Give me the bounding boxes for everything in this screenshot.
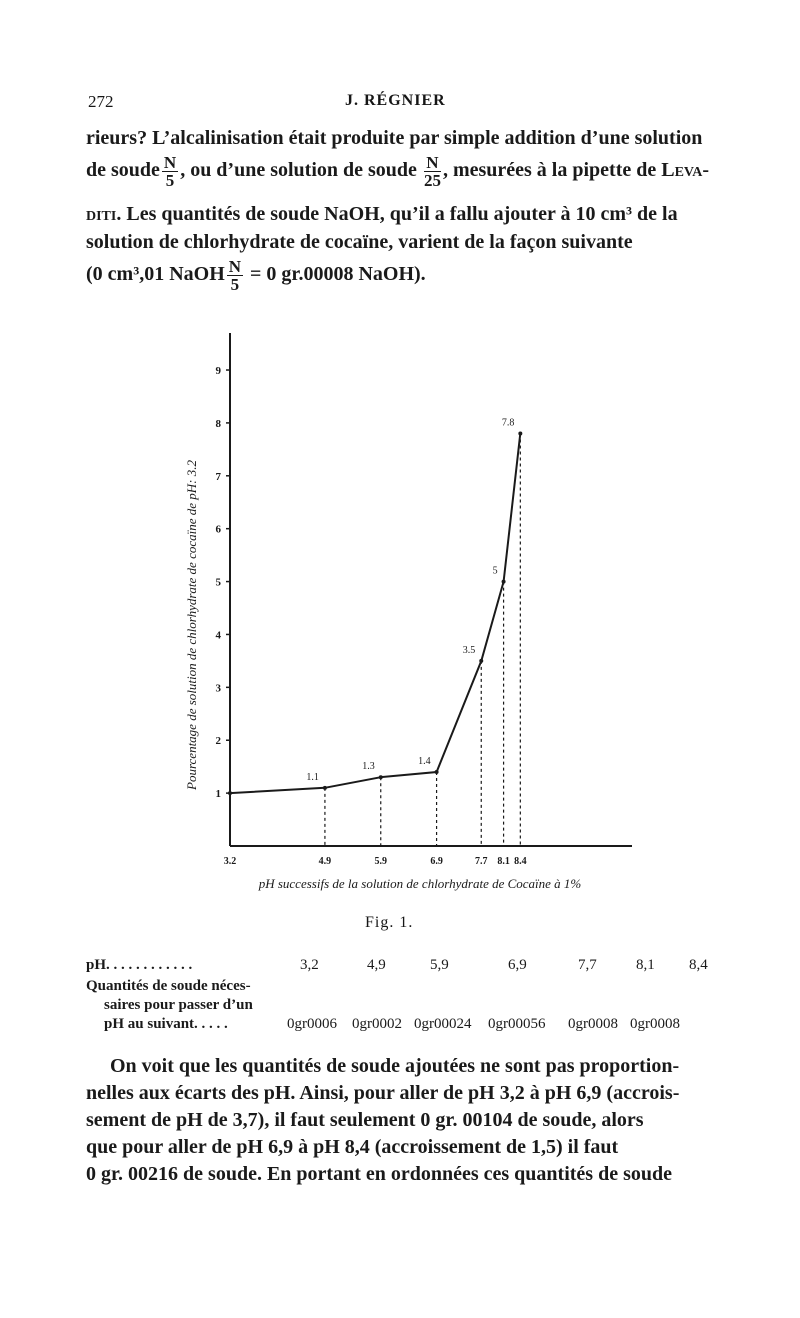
fraction-numerator: N [424, 154, 441, 172]
table-cell-ph: 4,9 [367, 957, 386, 973]
y-tick-label: 6 [215, 523, 221, 536]
x-tick-label: 7.7 [475, 856, 488, 867]
point-label: 7.8 [501, 417, 515, 429]
fraction-numerator: N [228, 257, 242, 276]
x-tick-labels [224, 856, 527, 867]
data-point [435, 770, 439, 774]
x-tick-label: 8.4 [514, 856, 527, 867]
text-span: . Les quantités de soude NaOH, qu’il a fallu ajouter à 10 cm³ de la [116, 203, 678, 225]
y-tick-label: 2 [215, 735, 221, 748]
data-point [479, 659, 483, 663]
data-point [518, 431, 522, 435]
table-cell-ph: 8,1 [636, 957, 655, 973]
paragraph-line [86, 200, 678, 228]
table-cell-ph: 7,7 [578, 957, 597, 973]
x-tick-label: 5.9 [374, 856, 387, 867]
y-tick-labels [216, 365, 231, 800]
x-tick-label: 4.9 [318, 856, 332, 867]
point-label: 3.5 [462, 644, 476, 656]
paragraph-line [86, 154, 709, 189]
table-cell-ph: 3,2 [300, 957, 319, 973]
y-tick-label: 4 [215, 629, 221, 642]
y-tick-label: 1 [215, 788, 221, 801]
y-tick-label: 5 [215, 576, 221, 589]
table-cell-ph: 8,4 [689, 957, 708, 973]
table-cell-quantity: 0gr0002 [352, 1016, 402, 1032]
table-row-label-ph: pH. . . . . . . . . . . . [86, 957, 193, 973]
fraction-numerator: N [163, 153, 177, 172]
point-label: 1.1 [306, 771, 319, 783]
dashed-drop-lines [325, 433, 520, 846]
x-axis-label: pH successifs de la solution de chlorhydrate de Cocaïne à 1% [258, 876, 582, 891]
data-point [379, 775, 383, 779]
y-tick-label: 3 [215, 682, 221, 695]
author-name-smallcaps: diti [86, 203, 117, 225]
chart-series [228, 431, 522, 795]
fraction-n-over-5 [162, 154, 178, 189]
running-header-author: J. RÉGNIER [345, 92, 446, 109]
text-span: , mesurées à la pipette de [442, 159, 657, 182]
table-cell-quantity: 0gr0006 [287, 1016, 337, 1032]
fraction-n-over-5 [227, 258, 243, 293]
fraction-n-over-25 [424, 154, 441, 189]
y-tick-label: 9 [215, 365, 221, 378]
table-cell-ph: 5,9 [430, 957, 449, 973]
fraction-denominator: 5 [165, 171, 175, 190]
text-span: , ou d’une solution de soude [180, 159, 417, 182]
paragraph-line: nelles aux écarts des pH. Ainsi, pour aller de pH 3,2 à pH 6,9 (accrois- [86, 1082, 680, 1104]
paragraph-line [86, 258, 426, 293]
chart-axes [230, 333, 632, 846]
paragraph-line: 0 gr. 00216 de soude. En portant en ordonnées ces quantités de soude [86, 1163, 672, 1185]
fraction-denominator: 5 [230, 275, 240, 294]
paragraph-line: solution de chlorhydrate de cocaïne, varient de la façon suivante [86, 231, 633, 253]
table-row-label-quantities: pH au suivant. . . . . [104, 1016, 228, 1032]
paragraph-line: sement de pH de 3,7), il faut seulement 0 gr. 00104 de soude, alors [86, 1109, 644, 1131]
data-point [323, 786, 327, 790]
figure-caption: Fig. 1. [365, 914, 414, 931]
table-cell-ph: 6,9 [508, 957, 527, 973]
text-span: de soude [86, 159, 160, 182]
data-point [502, 580, 506, 584]
y-axis-label: Pourcentage de solution de chlorhydrate de cocaïne de pH: 3.2 [184, 460, 199, 790]
data-point [228, 791, 232, 795]
point-label: 5 [492, 565, 498, 577]
page-number: 272 [88, 92, 114, 111]
point-label: 1.4 [418, 755, 431, 767]
fraction-denominator: 25 [423, 171, 441, 190]
table-cell-quantity: 0gr0008 [568, 1016, 618, 1032]
series-line [230, 434, 520, 794]
table-row-label-quantities: saires pour passer d’un [104, 997, 253, 1013]
point-label: 1.3 [362, 761, 375, 773]
author-name-smallcaps: Leva- [661, 159, 709, 182]
table-row-label-quantities: Quantités de soude néces- [86, 978, 251, 994]
y-tick-label: 8 [215, 417, 221, 430]
x-tick-label: 3.2 [223, 856, 237, 867]
x-tick-label: 6.9 [430, 856, 443, 867]
x-tick-label: 8.1 [497, 856, 510, 867]
y-tick-label: 7 [215, 470, 221, 483]
paragraph-line: que pour aller de pH 6,9 à pH 8,4 (accroissement de 1,5) il faut [86, 1136, 619, 1158]
ph-titration-chart [170, 325, 650, 895]
point-labels [306, 417, 514, 782]
text-span: = 0 gr.00008 NaOH). [245, 263, 426, 286]
text-span: (0 cm³,01 NaOH [86, 263, 225, 286]
table-cell-quantity: 0gr0008 [630, 1016, 680, 1032]
table-cell-quantity: 0gr00056 [488, 1016, 546, 1032]
table-cell-quantity: 0gr00024 [414, 1016, 472, 1032]
paragraph-line: rieurs? L’alcalinisation était produite par simple addition d’une solution [86, 127, 703, 149]
paragraph-line: On voit que les quantités de soude ajoutées ne sont pas proportion- [110, 1055, 680, 1077]
